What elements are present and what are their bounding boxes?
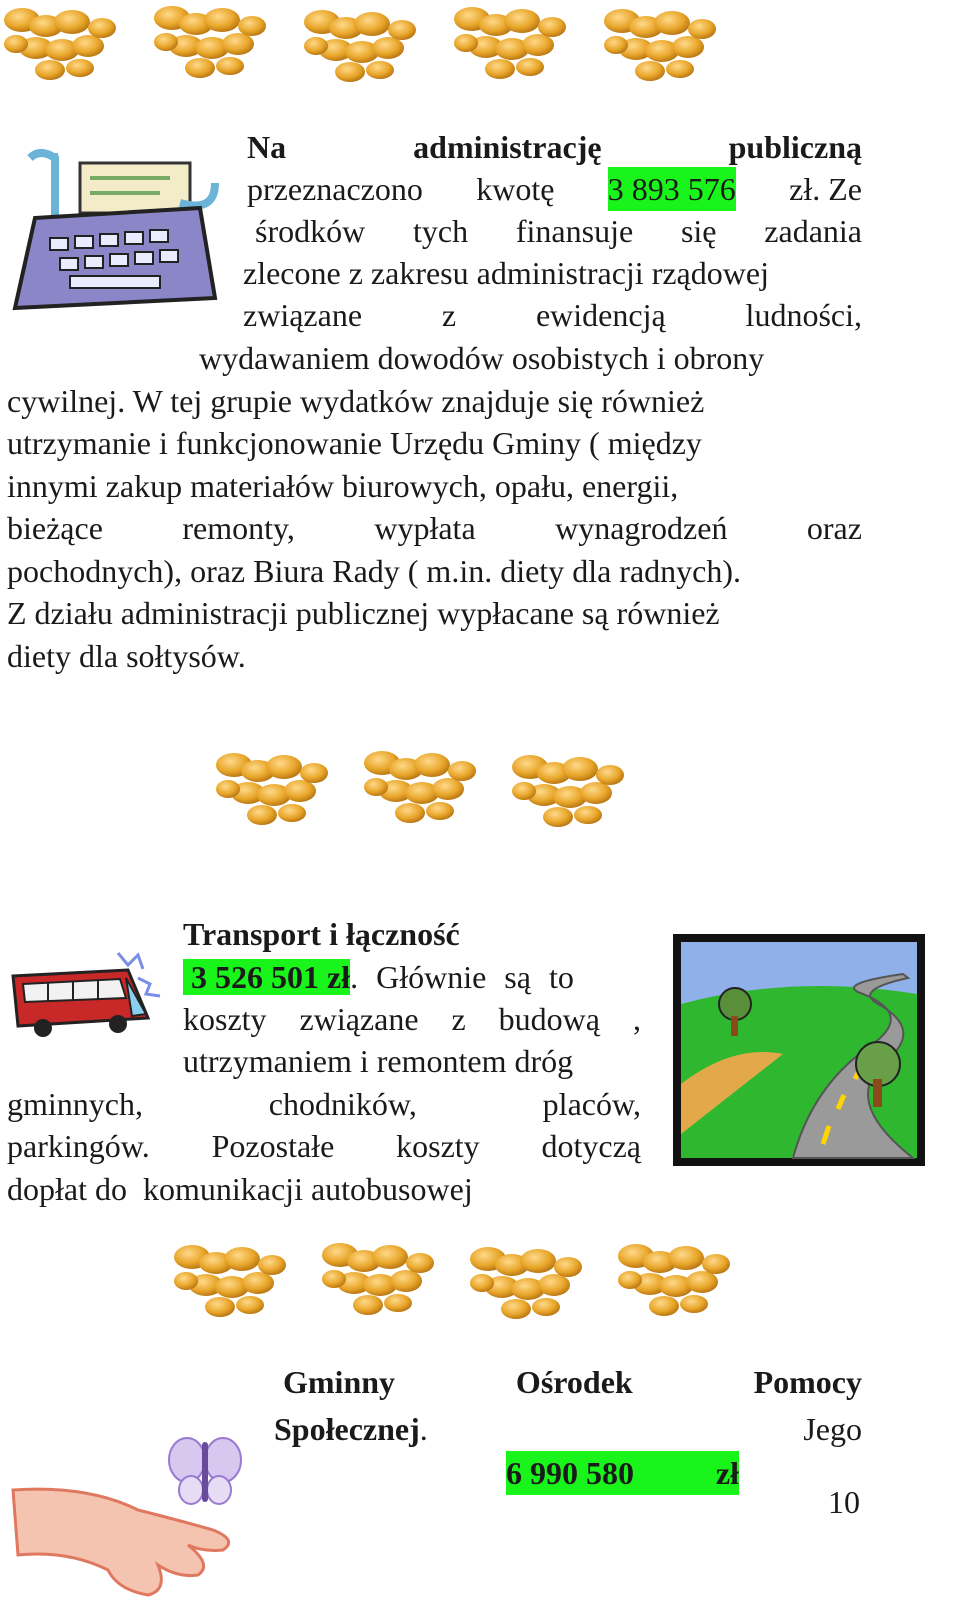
admin-amount: 3 893 576 [608,167,736,211]
ops-heading: Gminny Ośrodek Pomocy [283,1364,862,1400]
coins-icon [212,745,662,840]
admin-line-7: utrzymanie i funkcjonowanie Urzędu Gminy ( między [7,425,702,461]
admin-line-2: środków tych finansuje się zadania [255,213,862,249]
transport-line-4: gminnych, chodników, placów, [7,1086,641,1122]
page-number: 10 [828,1484,860,1520]
transport-line-5: parkingów. Pozostałe koszty dotyczą [7,1128,641,1164]
transport-line-2: koszty związane z budową , [183,1001,641,1037]
admin-line-1: przeznaczono kwotę 3 893 576 zł. Ze [247,167,862,211]
admin-line-10: pochodnych), oraz Biura Rady ( m.in. diety dla radnych). [7,553,741,589]
transport-heading: Transport i łączność [183,916,460,952]
ops-amount: 6 990 580 zł [506,1451,739,1495]
butterfly-icon [165,1432,245,1512]
ops-line-2: Społecznej. 6 990 580 zł Jego [274,1407,862,1451]
coins-icon [170,1237,770,1332]
typewriter-icon [10,148,225,318]
admin-line-11: Z działu administracji publicznej wypłacane są również [7,595,720,631]
bus-icon [8,948,168,1040]
admin-line-3: zlecone z zakresu administracji rządowej [243,255,769,291]
transport-line-3: utrzymaniem i remontem dróg [183,1043,574,1079]
admin-line-8: innymi zakup materiałów biurowych, opału, energii, [7,468,679,504]
transport-line-1: 3 526 501 zł. Głównie są to [183,955,643,999]
coins-icon [0,0,760,95]
admin-line-9: bieżące remonty, wypłata wynagrodzeń oraz [7,510,862,546]
admin-line-4: związane z ewidencją ludności, [243,297,862,333]
admin-line-5: wydawaniem dowodów osobistych i obrony [199,340,765,376]
admin-line-6: cywilnej. W tej grupie wydatków znajduje się również [7,383,705,419]
admin-line-12: diety dla sołtysów. [7,638,246,674]
road-icon [673,934,925,1166]
transport-line-6: dopłat do komunikacji autobusowej [7,1171,473,1207]
admin-heading: Na administrację publiczną [247,129,862,165]
transport-amount: 3 526 501 zł [183,959,350,995]
